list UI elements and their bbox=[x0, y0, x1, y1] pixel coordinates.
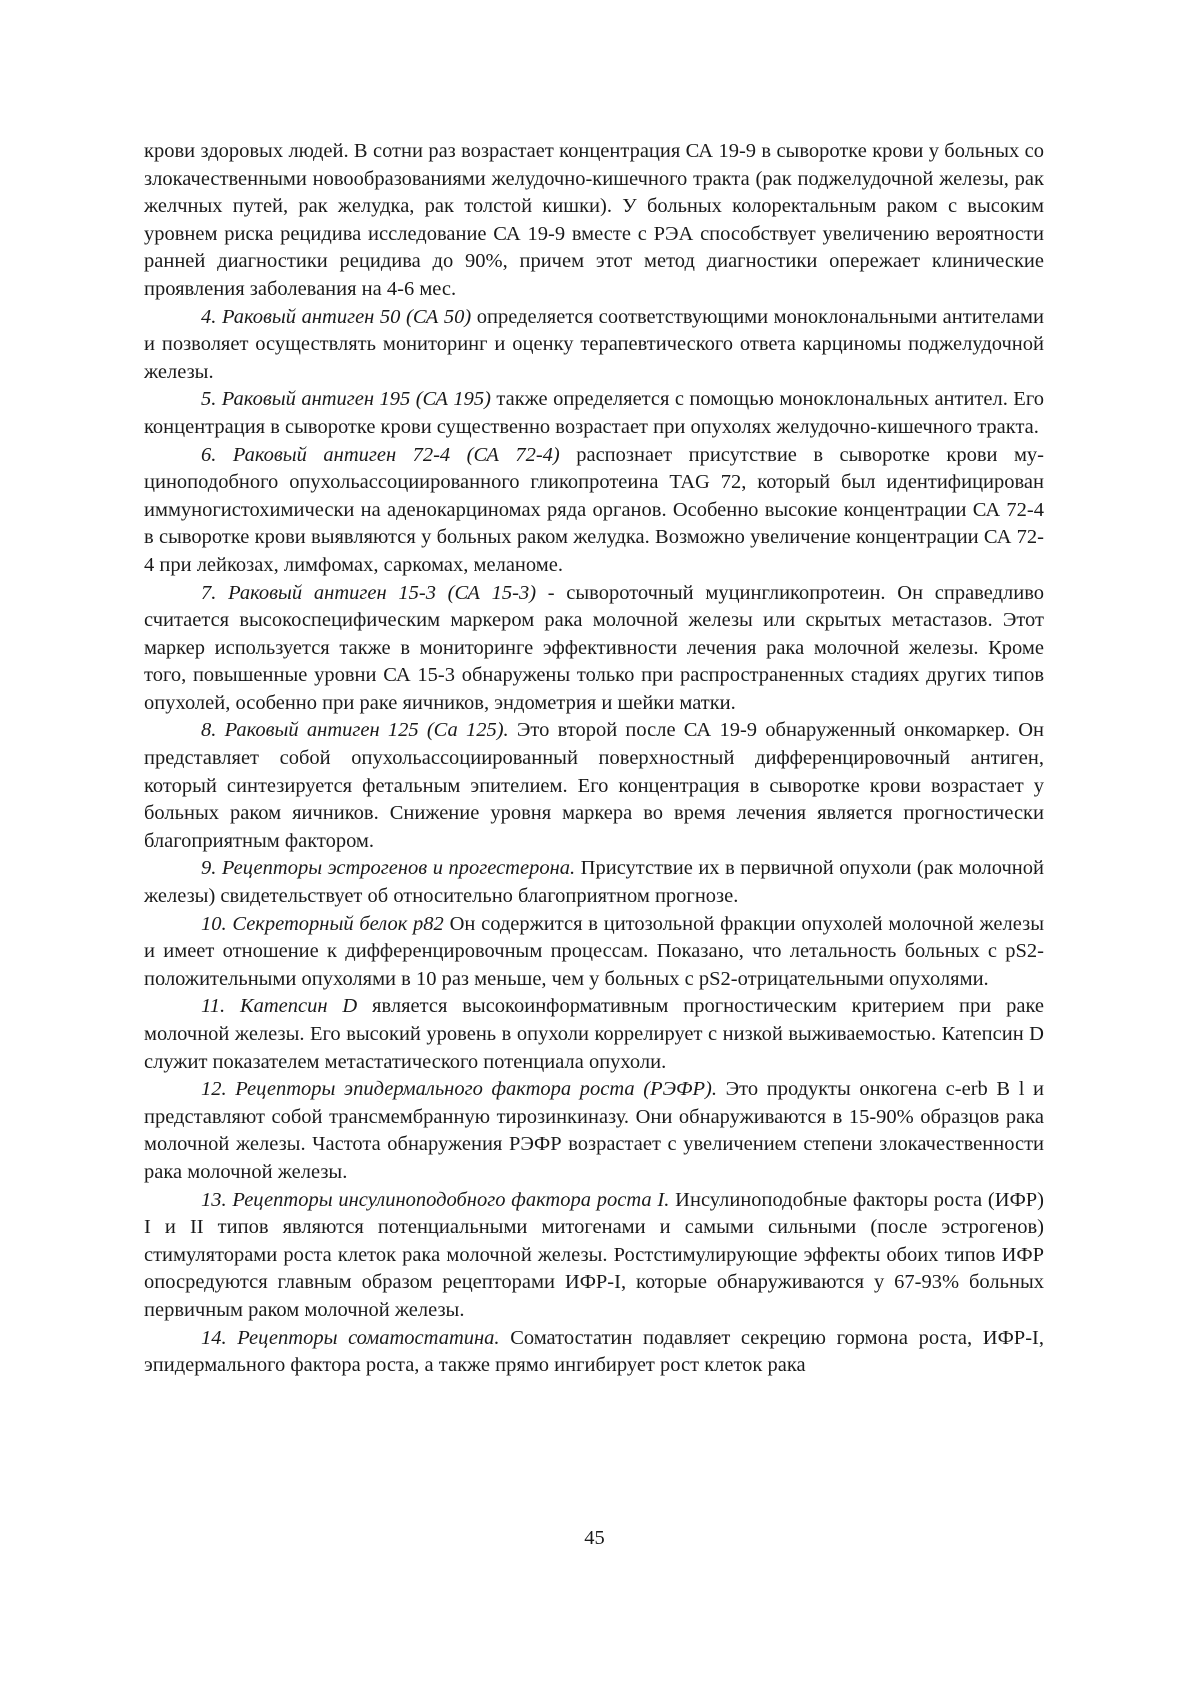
page-number: 45 bbox=[584, 1527, 605, 1549]
paragraph-text: Соматостатин подавляет секрецию гормона роста, ИФР-I, эпидермального фактора роста, а также прямо ингибирует рост клеток рака bbox=[144, 1326, 1044, 1377]
paragraph-title: 5. Раковый антиген 195 (СА 195) bbox=[201, 388, 491, 411]
paragraph-title: 6. Раковый антиген 72-4 (СА 72-4) bbox=[201, 443, 560, 466]
paragraph-ca15-3 bbox=[144, 580, 1044, 718]
paragraph-text: - сывороточный муцингликопротеин. Он справедливо считается высокоспецифическим маркером рака молочной железы или скрытых метастазов. Этот маркер используется также в мониторинге эффективности лечения рака молочной железы. Кроме того, повышенные уровни СА 15-3 обнаружены только при распространенных стадиях других типов опухолей, особенно при раке яичников, эндометрия и шейки матки. bbox=[144, 581, 1044, 714]
page-body bbox=[144, 138, 1044, 1380]
paragraph-secretory-protein bbox=[144, 911, 1044, 994]
paragraph-text: является высокоинформативным прогностическим критерием при раке молочной железы. Его высокий уровень в опухоли коррелирует с низкой выживаемостью. Катепсин D служит показателем метастатического потенциала опухоли. bbox=[144, 995, 1045, 1073]
paragraph-ca195 bbox=[144, 386, 1044, 441]
paragraph-title: 7. Раковый антиген 15-3 (СА 15-3) bbox=[201, 581, 537, 604]
paragraph-estrogen-receptors bbox=[144, 855, 1044, 910]
paragraph-ca72-4 bbox=[144, 442, 1044, 580]
paragraph-egfr bbox=[144, 1076, 1044, 1186]
paragraph-text: также определяется с помощью моноклональных антител. Его концентрация в сыворотке крови существенно возрастает при опухолях желудочно-кишечного тракта. bbox=[144, 388, 1044, 438]
paragraph-text: Это второй после СА 19-9 обнаруженный онкомаркер. Он представляет собой опухольассоциированный поверхностный дифференцировочный антиген, который синтезируется фетальным эпителием. Его концентрация в сыворотке крови возрастает у больных раком яичников. Снижение уровня маркера во время лечения является прогностически благоприятным фактором. bbox=[144, 719, 1044, 852]
paragraph-text: Инсулиноподобные факторы роста (ИФР) I и II типов являются потенциальными митогенами и самыми сильными (после эстрогенов) стимуляторами роста клеток рака молочной железы. Ростстимулирующие эффекты обоих типов ИФР опосредуются главным образом рецепторами ИФР-I, которые обнаруживаются у 67-93% больных первичным раком молочной железы. bbox=[144, 1188, 1044, 1321]
paragraph-igf-receptors bbox=[144, 1187, 1044, 1325]
paragraph-text: Он содержится в цитозольной фракции опухолей молочной железы и имеет отношение к дифференцировочным процессам. Показано, что летальность больных с pS2-положительными опухолями в 10 раз меньше, чем у больных с pS2-отрицательными опухолями. bbox=[144, 912, 1044, 990]
paragraph-title: 12. Рецепторы эпидермального фактора роста (РЭФР). bbox=[201, 1078, 718, 1101]
paragraph-title: 8. Раковый антиген 125 (Са 125). bbox=[201, 719, 509, 742]
paragraph-title: 13. Рецепторы инсулиноподобного фактора роста I. bbox=[201, 1188, 670, 1211]
paragraph-ca50 bbox=[144, 304, 1044, 387]
paragraph-text: определяется соответствующими моноклональными антителами и позволяет осуществлять мониторинг и оценку терапевтического ответа карциномы поджелудочной железы. bbox=[144, 305, 1044, 383]
paragraph-continuation bbox=[144, 138, 1044, 304]
paragraph-text: Присутствие их в первичной опухоли (рак молочной железы) свидетельствует об относительно благоприятном прогнозе. bbox=[144, 857, 1044, 908]
paragraph-title: 14. Рецепторы соматостатина. bbox=[201, 1326, 500, 1349]
paragraph-text: крови здоровых людей. В сотни раз возрастает концентрация СА 19-9 в сыворотке крови у больных со злокачественными новообразованиями желудочно-кишечного тракта (рак поджелудочной железы, рак желчных путей, рак желудка, рак толстой кишки). У больных колоректальным раком с высоким уровнем риска рецидива исследование СА 19-9 вместе с РЭА способствует увеличению вероятности ранней диагностики рецидива до 90%, причем этот метод диагностики опережает клинические проявления заболевания на 4-6 мес. bbox=[144, 140, 1044, 300]
paragraph-text: Это продукты онкогена c-erb В l и представляют собой трансмембранную тирозинкиназу. Они обнаруживаются в 15-90% образцов рака молочной железы. Частота обнаружения РЭФР возрастает с увеличением степени злокачественности рака молочной железы. bbox=[144, 1078, 1044, 1183]
paragraph-text: распознает присутствие в сыворотке крови муциноподобного опухольассоциированного гликопротеина TAG 72, который был идентифицирован иммуногистохимически на аденокарциномах ряда органов. Особенно высокие концентрации СА 72-4 в сыворотке крови выявляются у больных раком желудка. Возможно увеличение концентрации СА 72-4 при лейкозах, лимфомах, саркомах, меланоме. bbox=[144, 443, 1044, 576]
paragraph-title: 9. Рецепторы эстрогенов и прогестерона. bbox=[201, 857, 576, 880]
paragraph-somatostatin-receptors bbox=[144, 1325, 1044, 1380]
paragraph-title: 11. Катепсин D bbox=[201, 995, 358, 1018]
paragraph-title: 4. Раковый антиген 50 (СА 50) bbox=[201, 305, 472, 328]
paragraph-cathepsin-d bbox=[144, 993, 1044, 1076]
paragraph-ca125 bbox=[144, 717, 1044, 855]
paragraph-title: 10. Секреторный белок р82 bbox=[201, 912, 444, 935]
